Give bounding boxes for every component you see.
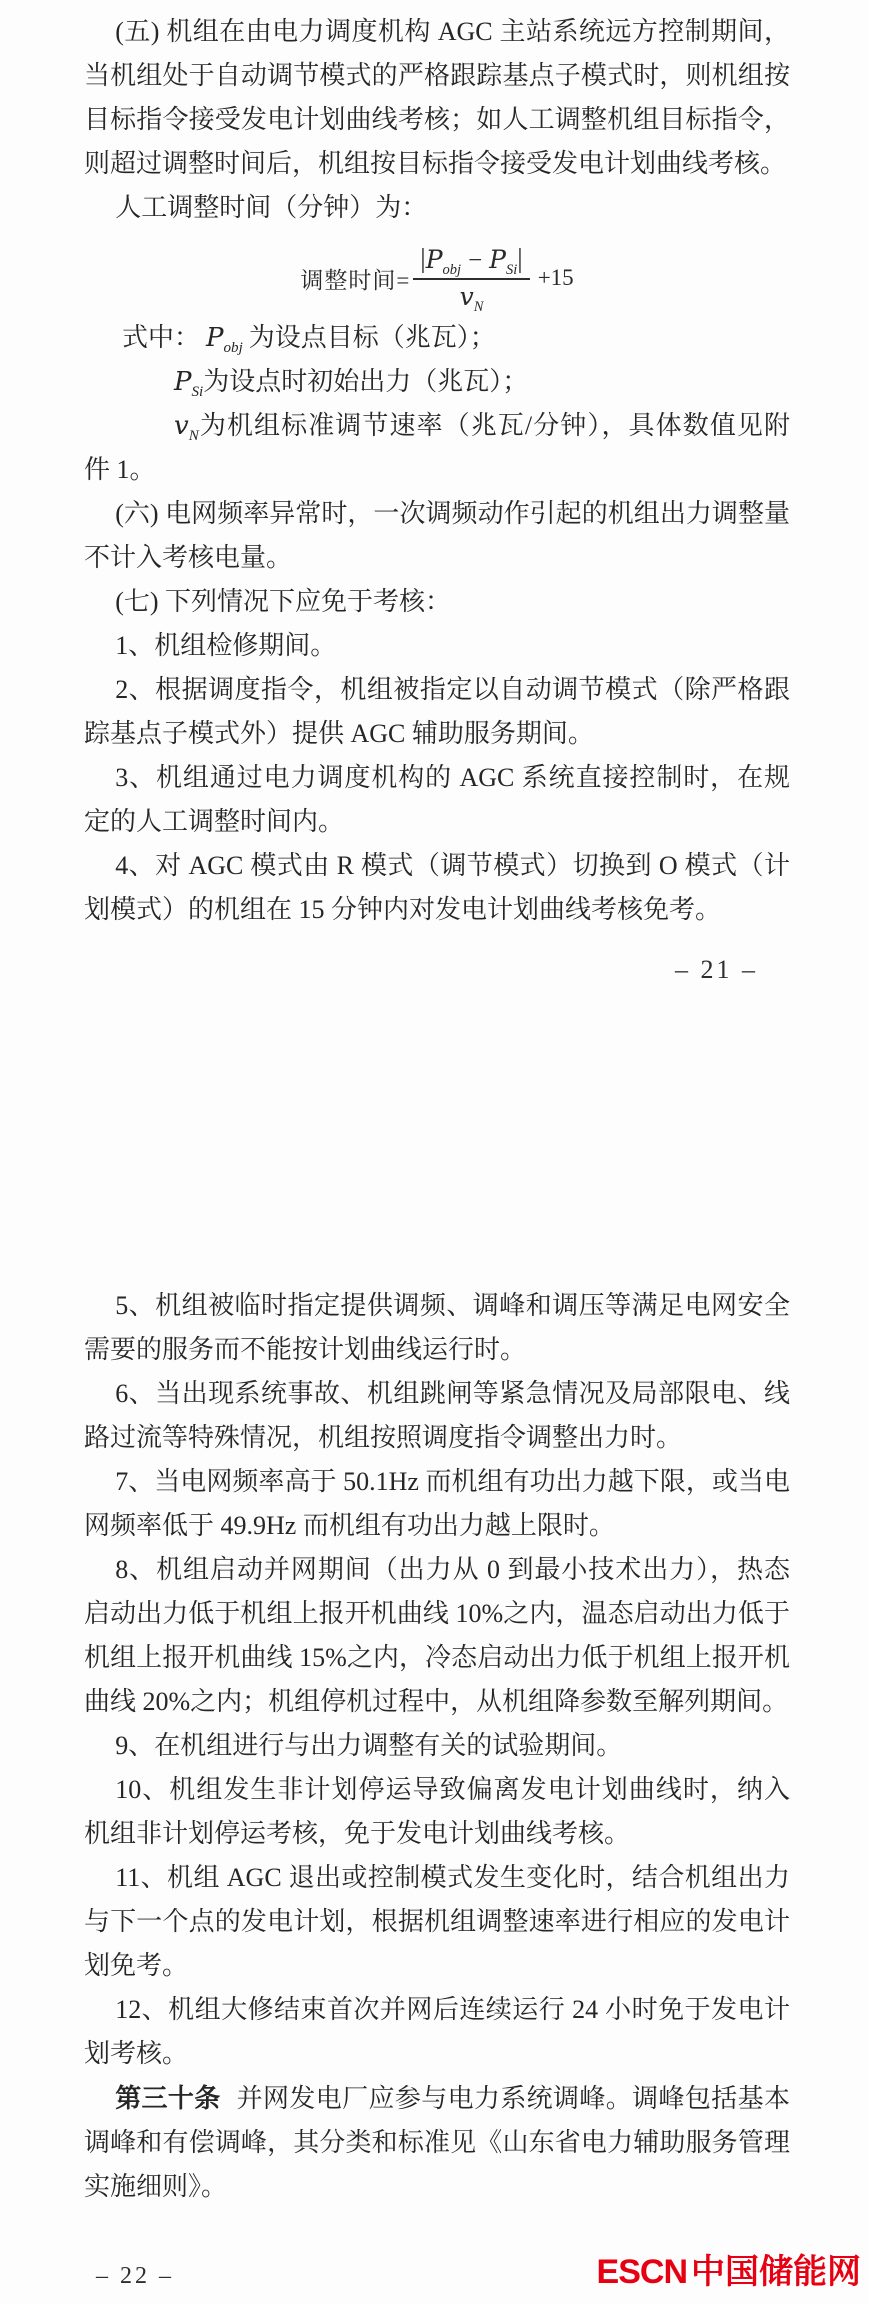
formula-where-line-2: $P_{Si}$为设点时初始出力（兆瓦）；	[174, 367, 529, 401]
list-item: 12、机组大修结束首次并网后连续运行 24 小时免于发电计划考核。	[84, 1995, 790, 2068]
page-number-21: – 21 –	[675, 955, 758, 984]
list-item: 1、机组检修期间。	[115, 631, 337, 660]
list-item: 2、根据调度指令，机组被指定以自动调节模式（除严格跟踪基点子模式外）提供 AGC 辅助服务期间。	[84, 675, 790, 748]
formula-where-line-1: 式中： $P_{obj}$ 为设点目标（兆瓦）；	[122, 323, 496, 357]
paragraph-item-six: (六) 电网频率异常时，一次调频动作引起的机组出力调整量不计入考核电量。	[84, 499, 790, 572]
article-30-paragraph	[84, 2076, 790, 2209]
formula-label: 调整时间=	[300, 267, 411, 293]
list-item: 10、机组发生非计划停运导致偏离发电计划曲线时，纳入机组非计划停运考核，免于发电计划曲线考核。	[84, 1775, 790, 1848]
formula-numerator: $|P_{obj} - P_{Si}|$	[413, 244, 529, 280]
paragraph-item-five: (五) 机组在由电力调度机构 AGC 主站系统远方控制期间，当机组处于自动调节模式的严格跟踪基点子模式时，则机组按目标指令接受发电计划曲线考核；如人工调整机组目标指令，则超过调整时间后，机组按目标指令接受发电计划曲线考核。	[84, 17, 790, 178]
list-item: 5、机组被临时指定提供调频、调峰和调压等满足电网安全需要的服务而不能按计划曲线运行时。	[84, 1291, 790, 1364]
list-item: 3、机组通过电力调度机构的 AGC 系统直接控制时，在规定的人工调整时间内。	[84, 763, 790, 836]
formula-denominator: $v_N$	[459, 282, 484, 315]
list-item: 7、当电网频率高于 50.1Hz 而机组有功出力越下限，或当电网频率低于 49.9Hz 而机组有功出力越上限时。	[84, 1467, 790, 1540]
list-item: 11、机组 AGC 退出或控制模式发生变化时，结合机组出力与下一个点的发电计划，根据机组调整速率进行相应的发电计划免考。	[84, 1863, 790, 1980]
article-30-text: 并网发电厂应参与电力系统调峰。调峰包括基本调峰和有偿调峰，其分类和标准见《山东省电力辅助服务管理实施细则》。	[84, 2084, 790, 2201]
formula-where-line-3: $v_N$为机组标准调节速率（兆瓦/分钟），具体数值见附件 1。	[84, 411, 790, 484]
page-gap	[84, 992, 790, 1284]
manual-adjust-time-lead: 人工调整时间（分钟）为：	[115, 193, 428, 222]
list-item: 6、当出现系统事故、机组跳闸等紧急情况及局部限电、线路过流等特殊情况，机组按照调度指令调整出力时。	[84, 1379, 790, 1452]
page-number-22: – 22 –	[96, 2263, 174, 2289]
formula-suffix: +15	[537, 265, 574, 290]
escn-logo	[597, 2254, 861, 2290]
list-item: 8、机组启动并网期间（出力从 0 到最小技术出力），热态启动出力低于机组上报开机曲线 10%之内，温态启动出力低于机组上报开机曲线 15%之内，冷态启动出力低于机组上报开机曲线 20%之内；机组停机过程中，从机组降参数至解列期间。	[84, 1555, 790, 1716]
list-item: 4、对 AGC 模式由 R 模式（调节模式）切换到 O 模式（计划模式）的机组在 15 分钟内对发电计划曲线考核免考。	[84, 851, 790, 924]
page-footer	[96, 2254, 861, 2290]
article-30-label: 第三十条	[115, 2083, 221, 2113]
formula-fraction	[413, 243, 529, 315]
paragraph-item-seven: (七) 下列情况下应免于考核：	[115, 587, 452, 616]
adjustment-time-formula	[84, 243, 790, 315]
list-item: 9、在机组进行与出力调整有关的试验期间。	[115, 1731, 623, 1760]
escn-logo-en: ESCN	[596, 2253, 687, 2291]
escn-logo-cn: 中国储能网	[691, 2253, 861, 2291]
